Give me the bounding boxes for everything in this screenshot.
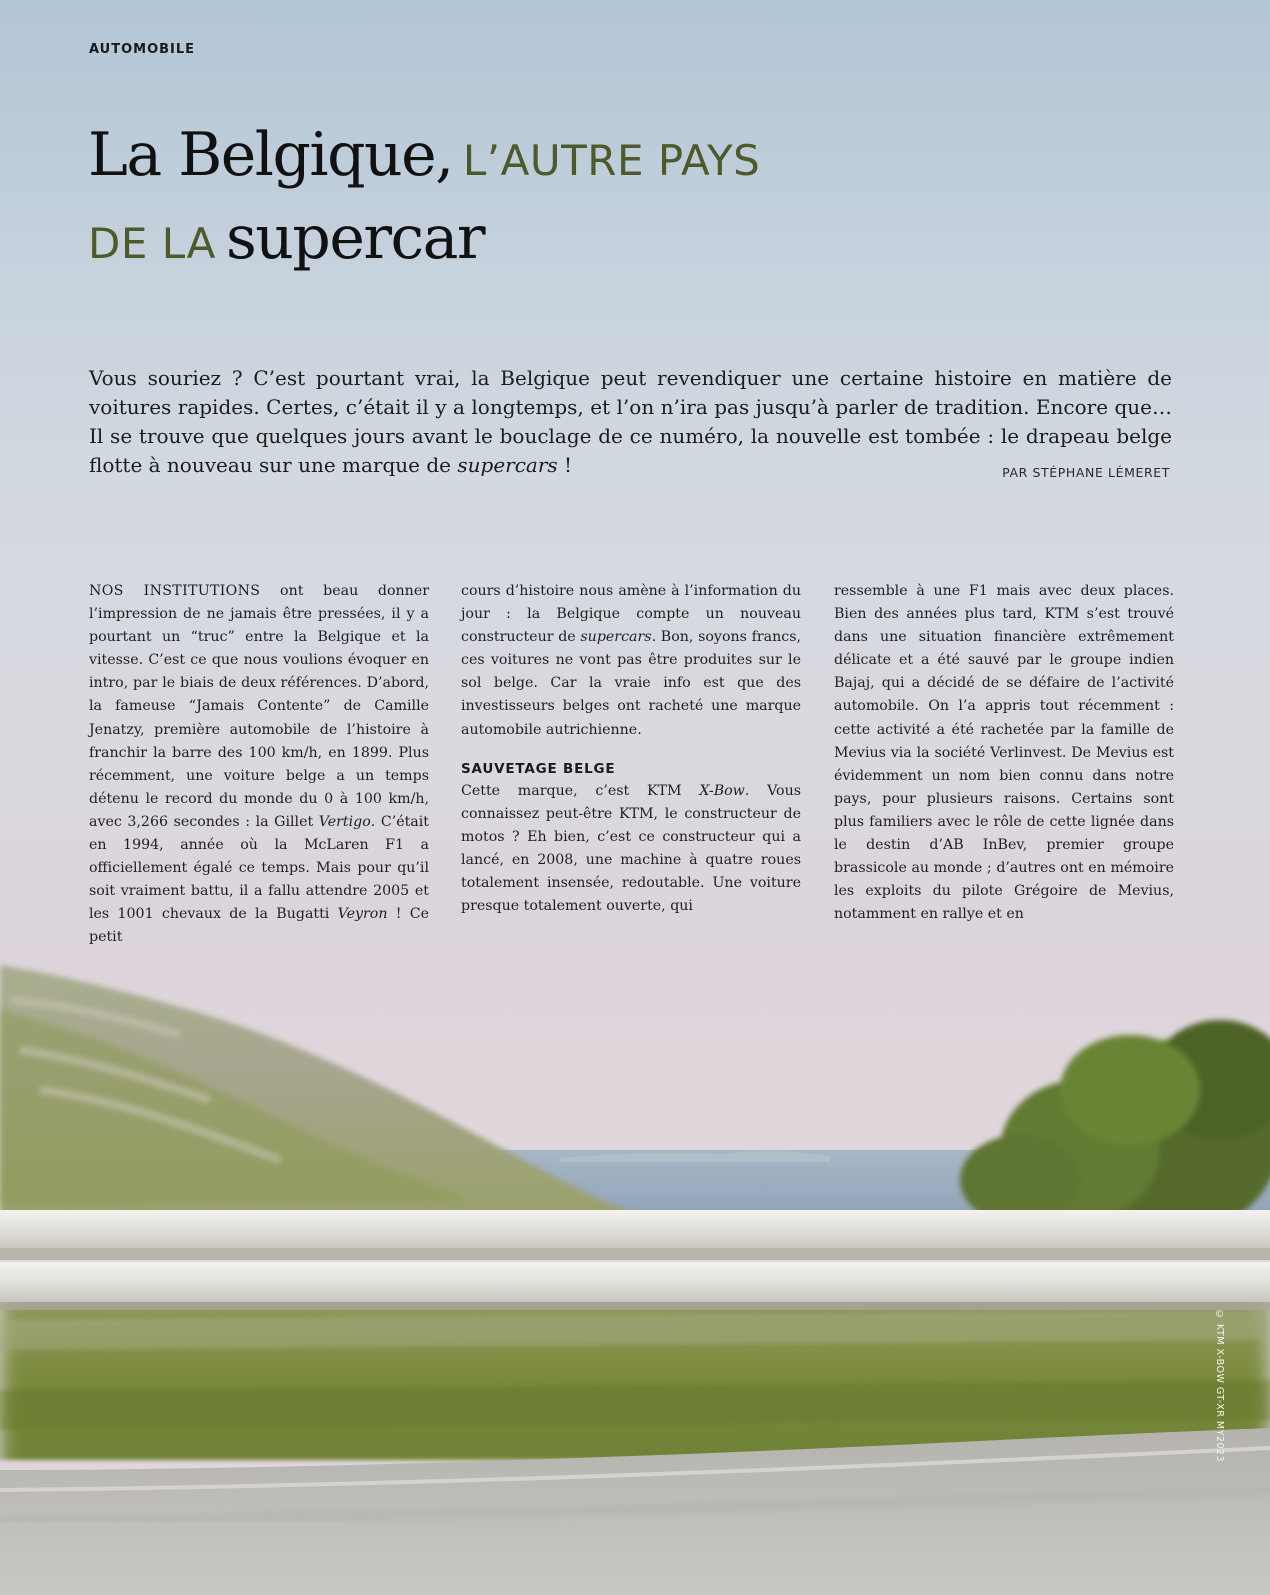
- column-2-italic: X-Bow: [699, 782, 745, 799]
- column-2-span: cours d’histoire nous amène à l’information du jour : la Belgique compte un nouveau constructeur de: [461, 583, 801, 646]
- column-2-span: Cette marque, c’est KTM: [461, 782, 700, 799]
- headline: [88, 118, 1088, 284]
- guardrail: [0, 1210, 1270, 1310]
- column-2-italic: supercars: [580, 629, 652, 646]
- column-1-italic: Vertigo: [318, 813, 371, 830]
- headline-part3: DE LA: [88, 219, 216, 268]
- intro-italic: supercars: [457, 453, 558, 477]
- column-1-span: ont beau donner l’impression de ne jamais être pressées, il y a pourtant un “truc” entre la Belgique et la vitesse. C’est ce que nous voulions évoquer en intro, par le biais de deux références. D’abord, la fameuse “Jamais Contente” de Camille Jenatzy, première automobile de l’histoire à franchir la barre des 100 km/h, en 1899. Plus récemment, une voiture belge a un temps détenu le record du monde du 0 à 100 km/h, avec 3,266 secondes : la Gillet: [89, 583, 430, 830]
- section-label: AUTOMOBILE: [89, 42, 196, 57]
- article-column-3: [834, 580, 1174, 926]
- byline: PAR STÉPHANE LÉMERET: [1002, 465, 1170, 480]
- photo-credit: © KTM X-BOW GT-XR MY2023: [1214, 1309, 1225, 1463]
- column-1-span: ! Ce petit: [89, 906, 429, 946]
- lead-in: NOS INSTITUTIONS: [89, 583, 261, 599]
- intro-text: Vous souriez ? C’est pourtant vrai, la Belgique peut revendiquer une certaine histoire en matière de voitures rapides. Certes, c’était il y a longtemps, et l’on n’ira pas jusqu’à parler de tradition. Encore que… Il se trouve que quelques jours avant le bouclage de ce numéro, la nouvelle est tombée : le drapeau belge flotte à nouveau sur une marque de: [89, 366, 1172, 477]
- article-column-1: [89, 580, 429, 950]
- intro-end: !: [557, 453, 573, 477]
- subheading: SAUVETAGE BELGE: [461, 760, 616, 777]
- column-1-text: [89, 580, 429, 950]
- headline-part1: La Belgique,: [88, 120, 453, 190]
- intro-paragraph: [89, 364, 1172, 480]
- column-2-text-continued: [461, 780, 801, 919]
- column-2-span: . Bon, soyons francs, ces voitures ne vont pas être produites sur le sol belge. Car la vraie info est que des investisseurs belges ont racheté une marque automobile autrichienne.: [461, 629, 801, 738]
- column-1-span: . C’était en 1994, année où la McLaren F1 a officiellement égalé ce temps. Mais pour qu’il soit vraiment battu, il a fallu attendre 2005 et les 1001 chevaux de la Bugatti: [89, 813, 429, 923]
- headline-part2: L’AUTRE PAYS: [462, 136, 761, 185]
- column-3-text: ressemble à une F1 mais avec deux places. Bien des années plus tard, KTM s’est trouvé dans une situation financière extrêmement délicate et a été sauvé par le groupe indien Bajaj, qui a décidé de se défaire de l’activité automobile. On l’a appris tout récemment : cette activité a été rachetée par la famille de Mevius via la société Verlinvest. De Mevius est évidemment un nom bien connu dans notre pays, pour plusieurs raisons. Certains sont plus familiers avec le rôle de cette lignée dans le destin d’AB InBev, premier groupe brassicole au monde ; d’autres ont en mémoire les exploits du pilote Grégoire de Mevius, notamment en rallye et en: [834, 583, 1174, 923]
- column-1-italic: Veyron: [337, 906, 388, 923]
- article-column-2: [461, 580, 801, 918]
- headline-part4: supercar: [226, 203, 485, 273]
- column-2-span: . Vous connaissez peut-être KTM, le constructeur de motos ? Eh bien, c’est ce constructeur qui a lancé, en 2008, une machine à quatre roues totalement insensée, redoutable. Une voiture presque totalement ouverte, qui: [461, 782, 801, 915]
- column-2-text: [461, 580, 801, 742]
- tree: [960, 1020, 1270, 1240]
